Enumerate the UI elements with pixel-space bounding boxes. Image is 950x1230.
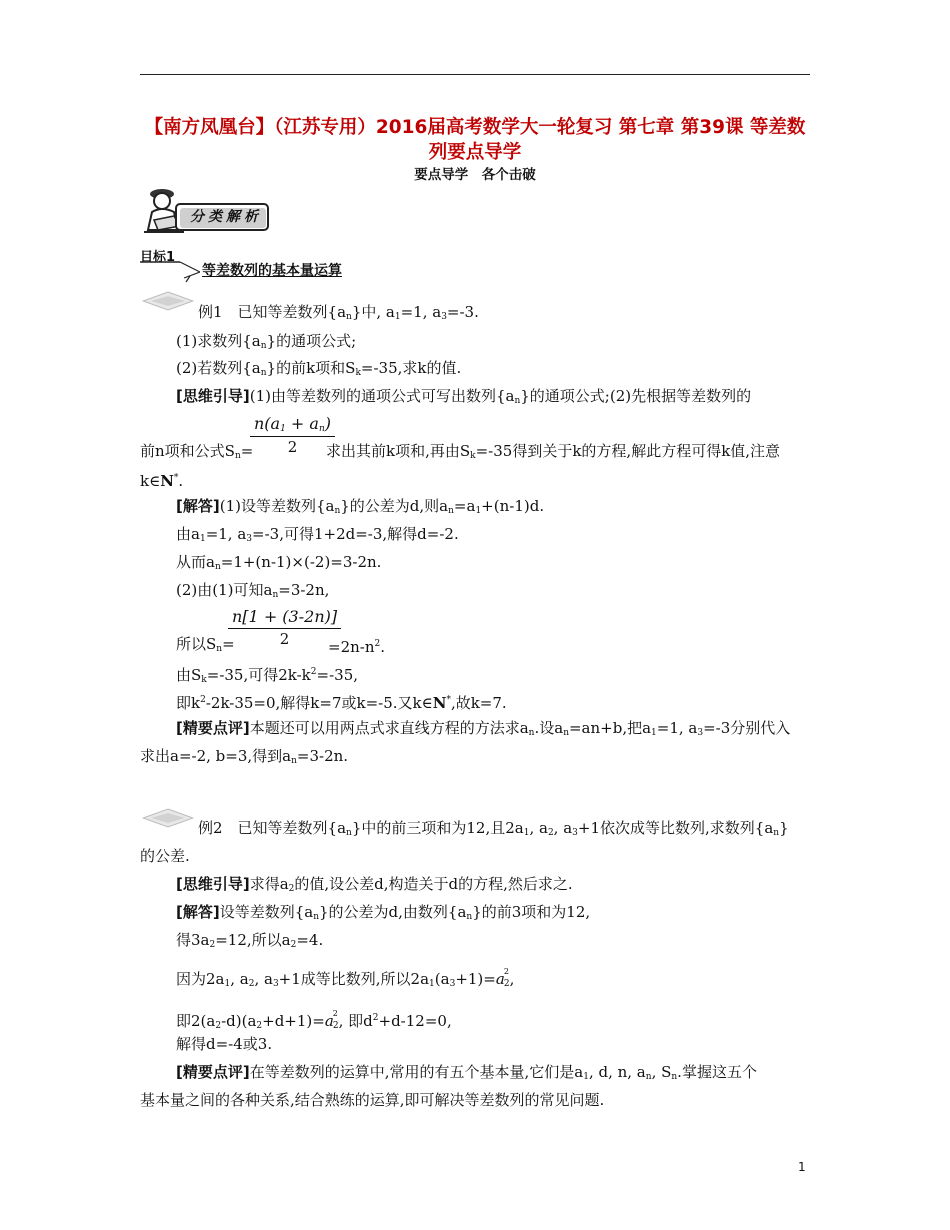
page-title: 【南方凤凰台】（江苏专用）2016届高考数学大一轮复习 第七章 第39课 等差数列要点导学 — [144, 117, 806, 163]
example-1-answer-5b: $=2n-n^2$. — [328, 638, 386, 656]
example-2-answer-4: 即$2(a_2-d)(a_2+d+1)=a^2_2$, 即$d^2+d-12=0$, — [176, 1009, 452, 1031]
example-2-answer-5: 解得d=-4或3. — [176, 1035, 273, 1053]
example-1-hint: [思维引导](1)由等差数列的通项公式可写出数列$\{a_n\}$的通项公式;(2)先根据等差数列的 — [176, 387, 752, 406]
example-1-hint-cont-a: 前n项和公式$S_n=$ — [140, 442, 254, 461]
example-1-answer-4: (2)由(1)可知$a_n=3-2n$, — [176, 581, 330, 600]
example-1-answer-5a: 所以$S_n=$ — [176, 635, 235, 654]
example-2-answer-3: 因为$2a_1$, $a_2$, $a_3+1$成等比数列,所以$2a_1(a_3+1)=a^2_2$, — [176, 967, 515, 989]
page-subtitle: 要点导学 各个击破 — [414, 167, 536, 183]
example-1-comment-cont: 求出a=-2, b=3,得到$a_n=3-2n$. — [140, 747, 349, 766]
example-1-answer-6: 由$S_k=-35$,可得$2k-k^2=-35$, — [176, 666, 359, 685]
example-2-answer-2: 得$3a_2=12$,所以$a_2=4$. — [176, 931, 324, 950]
example-1-answer-1: [解答](1)设等差数列$\{a_n\}$的公差为d,则$a_n=a_1+(n-1)d$. — [176, 497, 545, 516]
sum-k-fraction: $\frac{n[1 + (3-2n)]}{2}$ — [228, 607, 341, 648]
example-2-comment: [精要点评]在等差数列的运算中,常用的有五个基本量,它们是$a_1$, d, n, $a_n$, $S_n$.掌握这五个 — [176, 1063, 757, 1082]
example-1-answer-3: 从而$a_n=1+(n-1)\times(-2)=3-2n$. — [176, 553, 382, 572]
example-1-statement: 例1 已知等差数列$\{a_n\}$中, $a_1=1$, $a_3=-3$. — [198, 303, 479, 322]
target-title: 等差数列的基本量运算 — [202, 263, 342, 279]
example-1-part-2: (2)若数列$\{a_n\}$的前k项和$S_k=-35$,求k的值. — [176, 359, 462, 378]
target-tag: 目标1 — [140, 250, 176, 265]
diamond-icon — [142, 291, 194, 311]
example-2-statement: 例2 已知等差数列$\{a_n\}$中的前三项和为12,且$2a_1$, $a_2$, $a_3+1$依次成等比数列,求数列$\{a_n\}$ — [198, 819, 789, 838]
sum-formula-fraction: $\frac{n(a_1 + a_n)}{2}$ — [250, 414, 335, 456]
example-1-hint-cont-b: 求出其前k项和,再由$S_k=-35$得到关于k的方程,解此方程可得k值,注意 — [326, 442, 781, 461]
example-1-answer-7: 即$k^2-2k-35=0$,解得k=7或k=-5.又k∈N*,故k=7. — [176, 694, 507, 712]
example-1-comment: [精要点评]本题还可以用两点式求直线方程的方法求$a_n$.设$a_n=an+b$,把$a_1=1$, $a_3=-3$分别代入 — [176, 719, 791, 738]
header-rule — [140, 74, 810, 75]
example-1-hint-cont-c: k∈N*. — [140, 472, 184, 490]
section-banner — [140, 186, 270, 240]
example-2-answer-1: [解答]设等差数列$\{a_n\}$的公差为d,由数列$\{a_n\}$的前3项和为12, — [176, 903, 591, 922]
page-number: 1 — [798, 1160, 806, 1174]
example-2-statement-cont: 的公差. — [140, 847, 190, 865]
banner-label: 分类解析 — [190, 209, 262, 225]
example-1-answer-2: 由$a_1=1$, $a_3=-3$,可得1+2d=-3,解得d=-2. — [176, 525, 459, 544]
example-1-part-1: (1)求数列$\{a_n\}$的通项公式; — [176, 332, 357, 351]
example-2-comment-cont: 基本量之间的各种关系,结合熟练的运算,即可解决等差数列的常见问题. — [140, 1091, 605, 1109]
example-2-hint: [思维引导]求得$a_2$的值,设公差d,构造关于d的方程,然后求之. — [176, 875, 573, 894]
diamond-icon — [142, 808, 194, 828]
target-arrow-icon — [140, 256, 200, 286]
